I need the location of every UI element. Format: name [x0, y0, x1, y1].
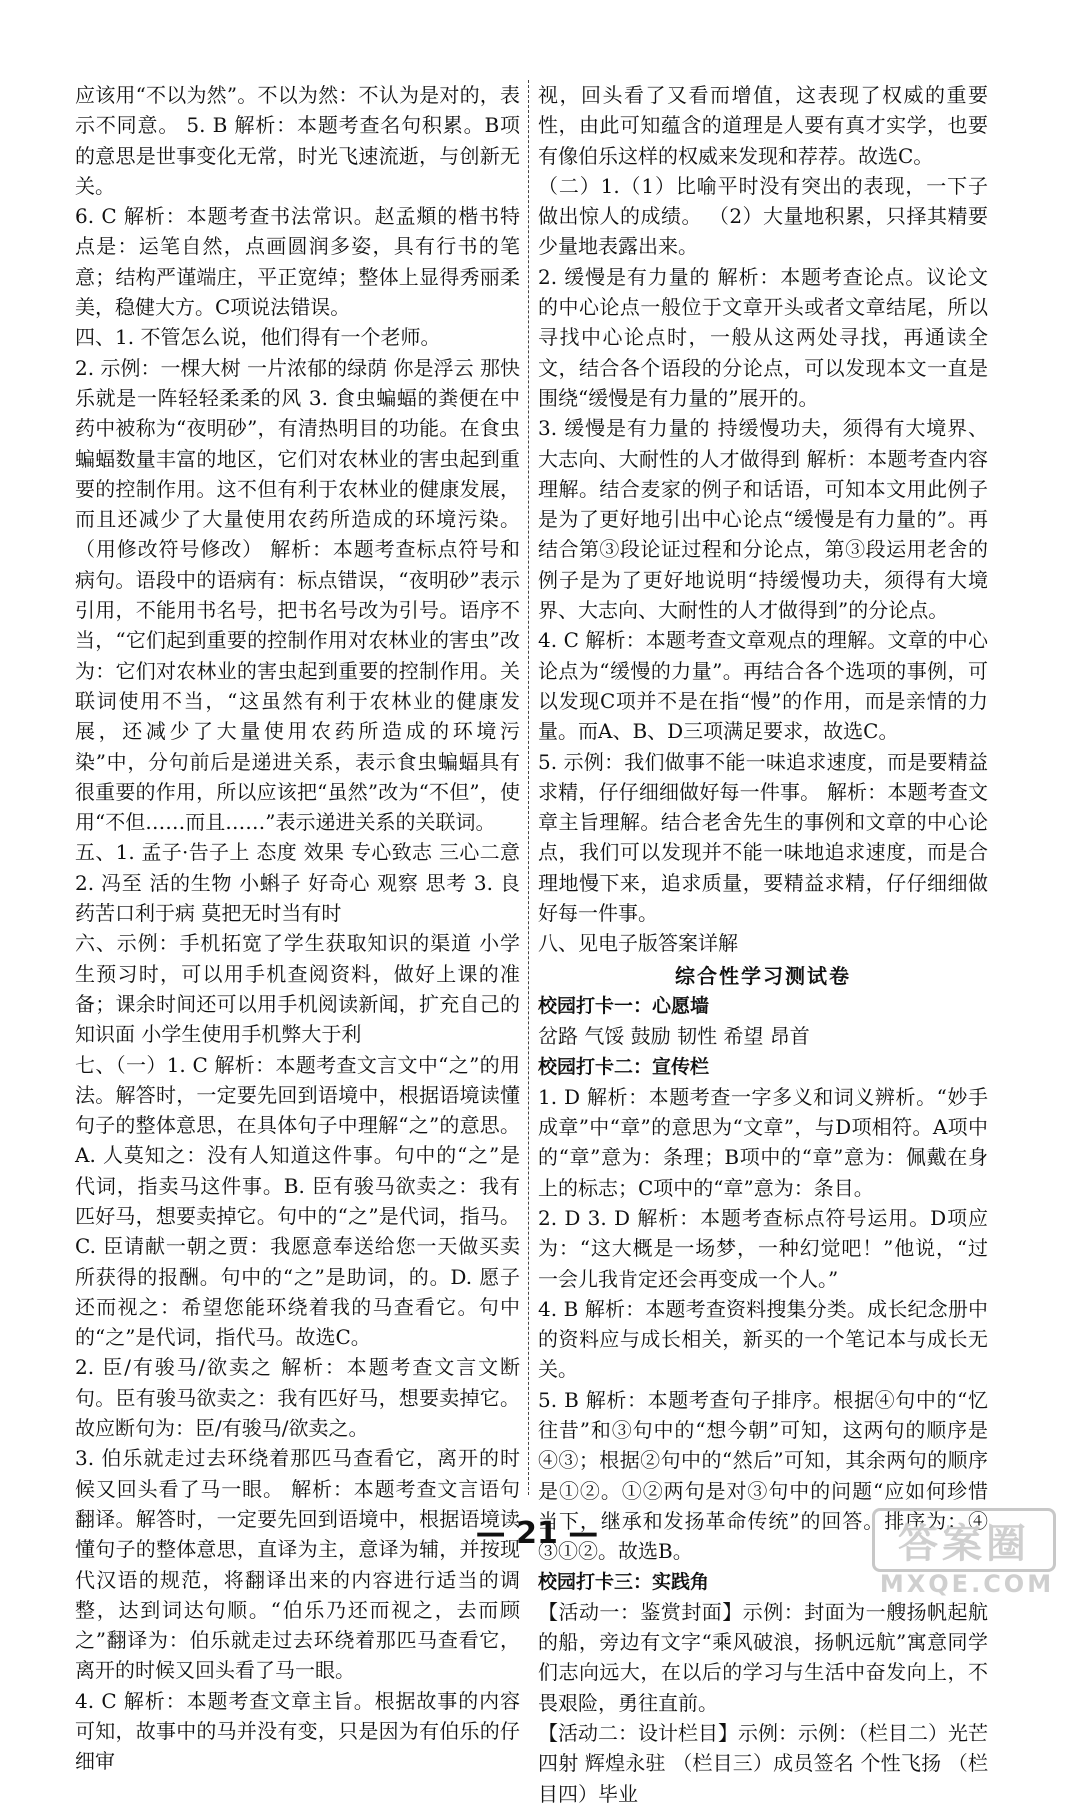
- answer-paragraph: 应该用“不以为然”。不以为然：不认为是对的，表示不同意。 5. B 解析：本题考查名句积累。B项的意思是世事变化无常，时光飞速流逝，与创新无关。: [75, 83, 520, 198]
- answer-paragraph: 七、（一）1. C 解析：本题考查文言文中“之”的用法。解答时，一定要先回到语境中，根据语境读懂句子的整体意思，在具体句子中理解“之”的意思。A. 人莫知之：没有人知道这件事。句中的“之”是代词，指卖马这件事。B. 臣有骏马欲卖之：我有匹好马，想要卖掉它。句中的“之”是代词，指马。C. 臣请献一朝之贾：我愿意奉送给您一天做买卖所获得的报酬。句中的“之”是助词，的。D. 愿子还而视之：希望您能环绕着我的马查看它。句中的“之”是代词，指代马。故选C。: [75, 1052, 520, 1350]
- card-heading: 校园打卡二：宣传栏: [538, 1055, 710, 1078]
- answer-paragraph: 【活动二：设计栏目】示例：示例：（栏目二）光芒四射 辉煌永驻 （栏目三）成员签名 个性飞扬 （栏目四）毕业: [538, 1721, 988, 1806]
- answer-paragraph: 2. 示例：一棵大树 一片浓郁的绿荫 你是浮云 那快乐就是一阵轻轻柔柔的风 3. 食虫蝙蝠的粪便在中药中被称为“夜明砂”，有清热明目的功能。在食虫蝙蝠数量丰富的地区，它们对农林业的害虫起到重要的控制作用。这不但有利于农林业的健康发展，而且还减少了大量使用农药所造成的环境污染。（用修改符号修改） 解析：本题考查标点符号和病句。语段中的语病有：标点错误，“夜明砂”表示引用，不能用书名号，把书名号改为引号。语序不当，“它们起到重要的控制作用对农林业的害虫”改为：它们对农林业的害虫起到重要的控制作用。关联词使用不当，“这虽然有利于农林业的健康发展，还减少了大量使用农药所造成的环境污染”中，分句前后是递进关系，表示食虫蝙蝠具有很重要的作用，所以应该把“虽然”改为“不但”，使用“不但……而且……”表示递进关系的关联词。: [75, 355, 520, 835]
- answer-paragraph: 1. D 解析：本题考查一字多义和词义辨析。“妙手成章”中“章”的意思为“文章”，与D项相符。A项中的“章”意为：条理；B项中的“章”意为：佩戴在身上的标志；C项中的“章”意为：条目。: [538, 1084, 988, 1200]
- card-body: 岔路 气馁 鼓励 韧性 希望 昂首: [538, 1024, 810, 1049]
- answer-paragraph: 八、见电子版答案详解: [538, 931, 738, 956]
- answer-paragraph: 四、1. 不管怎么说，他们得有一个老师。: [75, 325, 441, 350]
- watermark-url: MXQE.COM: [879, 1570, 1055, 1598]
- answer-paragraph: 2. 臣/有骏马/欲卖之 解析：本题考查文言文断句。臣有骏马欲卖之：我有匹好马，想要卖掉它。故应断句为：臣/有骏马/欲卖之。: [75, 1355, 520, 1441]
- answer-paragraph: 视，回头看了又看而增值，这表现了权威的重要性，由此可知蕴含的道理是人要有真才实学，也要有像伯乐这样的权威来发现和荐荐。故选C。: [538, 83, 988, 168]
- page-number: — 21 —: [475, 1516, 599, 1551]
- answer-paragraph: 4. C 解析：本题考查文章主旨。根据故事的内容可知，故事中的马并没有变，只是因为有伯乐的仔细审: [75, 1688, 520, 1774]
- answer-paragraph: 4. C 解析：本题考查文章观点的理解。文章的中心论点为“缓慢的力量”。再结合各个选项的事例，可以发现C项并不是在指“慢”的作用，而是亲情的力量。而A、B、D三项满足要求，故选C。: [538, 628, 988, 744]
- watermark-logo: [872, 1508, 1062, 1596]
- answer-paragraph: 5. 示例：我们做事不能一味追求速度，而是要精益求精，仔仔细细做好每一件事。 解析：本题考查文章主旨理解。结合老舍先生的事例和文章的中心论点，我们可以发现并不能一味地追求速度，而是合理地慢下来，追求质量，要精益求精，仔仔细细做好每一件事。: [538, 749, 988, 926]
- card-heading: 校园打卡三：实践角: [538, 1570, 710, 1593]
- column-divider: [528, 80, 529, 1495]
- answer-paragraph: （二）1.（1）比喻平时没有突出的表现，一下子做出惊人的成绩。 （2）大量地积累，只择其精要少量地表露出来。: [538, 173, 988, 259]
- answer-paragraph: 六、示例：手机拓宽了学生获取知识的渠道 小学生预习时，可以用手机查阅资料，做好上课的准备；课余时间还可以用手机阅读新闻，扩充自己的知识面 小学生使用手机弊大于利: [75, 931, 520, 1047]
- answer-paragraph: 6. C 解析：本题考查书法常识。赵孟頫的楷书特点是：运笔自然，点画圆润多姿，具有行书的笔意；结构严谨端庄，平正宽绰；整体上显得秀丽柔美，稳健大方。C项说法错误。: [75, 204, 520, 320]
- answer-paragraph: 【活动一：鉴赏封面】示例：封面为一艘扬帆起航的船，旁边有文字“乘风破浪，扬帆远航”寓意同学们志向远大，在以后的学习与生活中奋发向上，不畏艰险，勇往直前。: [538, 1599, 988, 1715]
- answer-paragraph: 2. 缓慢是有力量的 解析：本题考查论点。议论文的中心论点一般位于文章开头或者文章结尾，所以寻找中心论点时，一般从这两处寻找，再通读全文，结合各个语段的分论点，可以发现本文一直是围绕“缓慢是有力量的”展开的。: [538, 264, 988, 410]
- section-title: 综合性学习测试卷: [675, 963, 851, 988]
- watermark-text: 答案圈: [872, 1508, 1056, 1572]
- answer-paragraph: 5. B 解析：本题考查句子排序。根据④句中的“忆往昔”和③句中的“想今朝”可知，这两句的顺序是④③；根据②句中的“然后”可知，其余两句的顺序是①②。①②两句是对③句中的问题“应如何珍惜当下，继承和发扬革命传统”的回答。排序为：④③①②。故选B。: [538, 1387, 988, 1564]
- answer-paragraph: 4. B 解析：本题考查资料搜集分类。成长纪念册中的资料应与成长相关，新买的一个笔记本与成长无关。: [538, 1296, 988, 1382]
- answer-paragraph: 3. 伯乐就走过去环绕着那匹马查看它，离开的时候又回头看了马一眼。 解析：本题考查文言语句翻译。解答时，一定要先回到语境中，根据语境读懂句子的整体意思，直译为主，意译为辅，并按现代汉语的规范，将翻译出来的内容进行适当的调整，达到词达句顺。“伯乐乃还而视之，去而顾之”翻译为：伯乐就走过去环绕着那匹马查看它，离开的时候又回头看了马一眼。: [75, 1446, 520, 1683]
- answer-paragraph: 3. 缓慢是有力量的 持缓慢功夫，须得有大境界、大志向、大耐性的人才做得到 解析：本题考查内容理解。结合麦家的例子和话语，可知本文用此例子是为了更好地引出中心论点“缓慢是有力量的”。再结合第③段论证过程和分论点，第③段运用老舍的例子是为了更好地说明“持缓慢功夫，须得有大境界、大志向、大耐性的人才做得到”的分论点。: [538, 416, 988, 623]
- answer-paragraph: 2. D 3. D 解析：本题考查标点符号运用。D项应为：“这大概是一场梦，一种幻觉吧！”他说，“过一会儿我肯定还会再变成一个人。”: [538, 1205, 988, 1291]
- card-heading: 校园打卡一：心愿墙: [538, 994, 710, 1017]
- answer-paragraph: 五、1. 孟子·告子上 态度 效果 专心致志 三心二意 2. 冯至 活的生物 小蝌子 好奇心 观察 思考 3. 良药苦口利于病 莫把无时当有时: [75, 840, 527, 926]
